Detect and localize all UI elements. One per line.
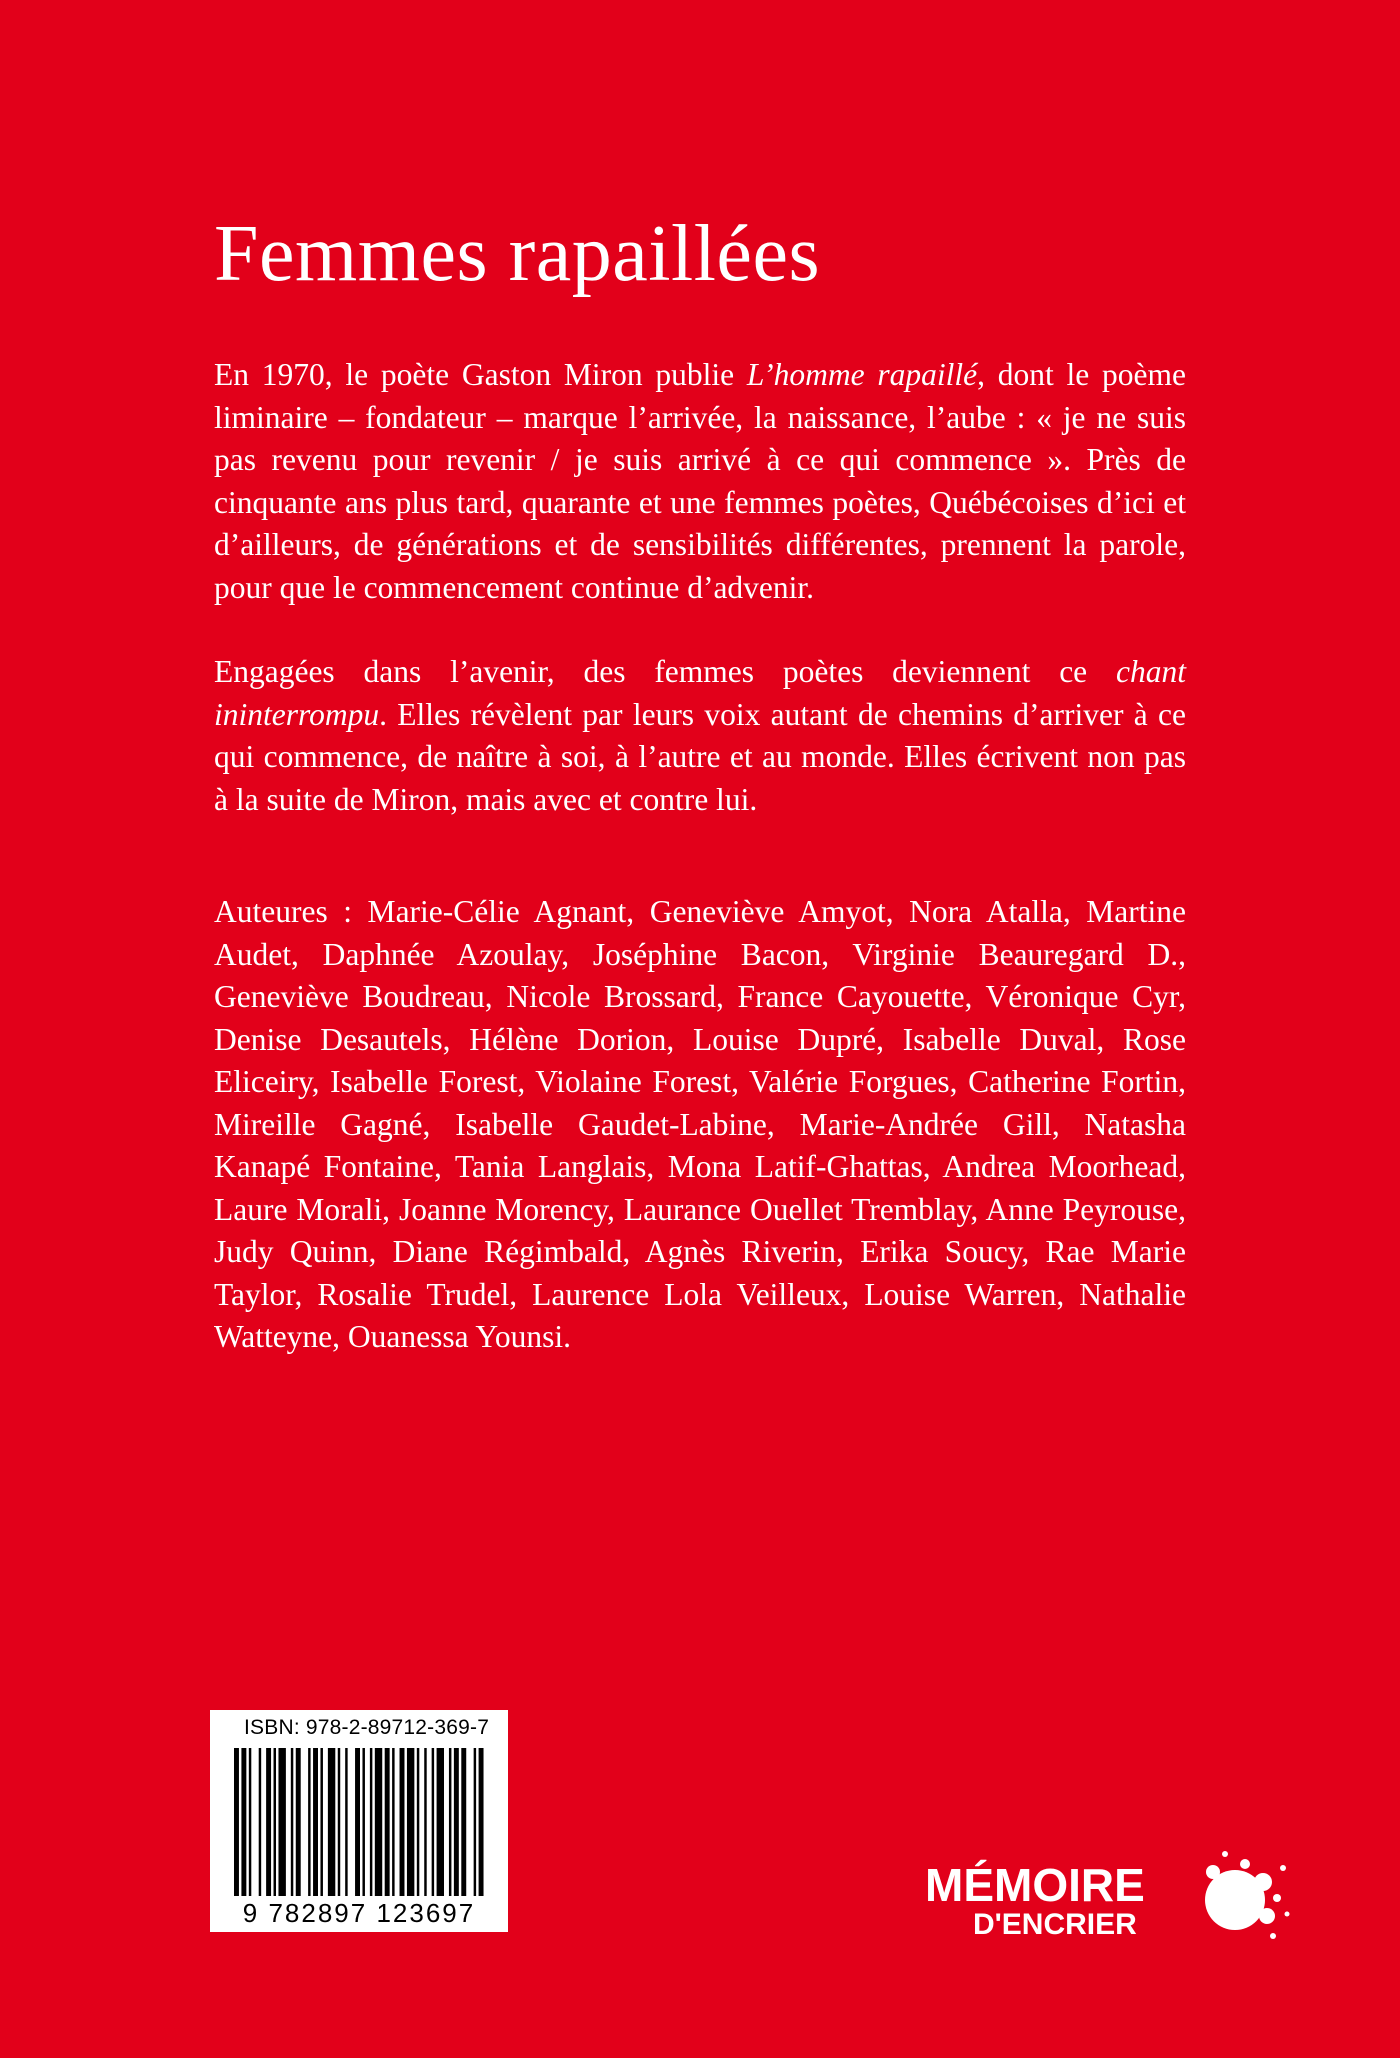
- barcode-bar: [266, 1748, 271, 1896]
- p1-italic-title: L’homme rapaillé: [746, 357, 978, 392]
- isbn-label: ISBN: 978-2-89712-369-7: [244, 1716, 490, 1739]
- book-title: Femmes rapaillées: [214, 210, 821, 298]
- barcode-bar: [234, 1748, 239, 1896]
- barcode-bar: [296, 1748, 301, 1896]
- barcode-bar: [278, 1748, 285, 1896]
- barcode-bar: [437, 1748, 444, 1896]
- barcode-bar: [328, 1748, 335, 1896]
- barcode-bar: [375, 1748, 382, 1896]
- p2-italic-phrase: chant ininterrompu: [214, 654, 1186, 732]
- p2-text-b: . Elles révèlent par leurs voix autant de chemins d’arriver à ce qui commence, de naître à soi, à l’autre et au monde. Elles écrivent non pas à la suite de Miron, mais avec et contre lui.: [214, 696, 1186, 817]
- isbn-barcode: [210, 1710, 508, 1932]
- barcode-bar: [432, 1748, 434, 1896]
- barcode-bar: [417, 1748, 419, 1896]
- barcode-bar: [424, 1748, 426, 1896]
- authors-list: Auteures : Marie-Célie Agnant, Geneviève Amyot, Nora Atalla, Martine Audet, Daphnée Azoulay, Joséphine Bacon, Virginie Beauregard D., Geneviève Boudreau, Nicole Brossard, France Cayouette, Véronique Cyr, Denise Desautels, Hélène Dorion, Louise Dupré, Isabelle Duval, Rose Eliceiry, Isabelle Forest, Violaine Forest, Valérie Forgues, Catherine Fortin, Mireille Gagné, Isabelle Gaudet-Labine, Marie-Andrée Gill, Natasha Kanapé Fontaine, Tania Langlais, Mona Latif-Ghattas, Andrea Moorhead, Laure Morali, Joanne Morency, Laurance Ouellet Tremblay, Anne Peyrouse, Judy Quinn, Diane Régimbald, Agnès Riverin, Erika Soucy, Rae Marie Taylor, Rosalie Trudel, Laurence Lola Veilleux, Louise Warren, Nathalie Watteyne, Ouanessa Younsi.: [214, 894, 1186, 1354]
- publisher-logo-line1: MÉMOIRE: [925, 1859, 1145, 1911]
- barcode-bar: [291, 1748, 293, 1896]
- barcode-bar: [385, 1748, 390, 1896]
- barcode-bar: [479, 1748, 484, 1896]
- barcode-bar: [474, 1748, 476, 1896]
- p2-text-a: Engagées dans l’avenir, des femmes poètes deviennent ce: [214, 654, 1117, 689]
- barcode-bar: [313, 1748, 318, 1896]
- barcode-bar: [345, 1748, 347, 1896]
- barcode-bar: [355, 1748, 360, 1896]
- barcode-bar: [308, 1748, 310, 1896]
- barcode-bar: [320, 1748, 322, 1896]
- barcode-bar: [241, 1748, 246, 1896]
- p1-text-a: En 1970, le poète Gaston Miron publie: [214, 357, 747, 392]
- barcode-bar: [400, 1748, 405, 1896]
- barcode-bar: [338, 1748, 340, 1896]
- barcode-bar: [407, 1748, 414, 1896]
- publisher-logo-line2: D'ENCRIER: [973, 1908, 1137, 1941]
- barcode-bar: [370, 1748, 372, 1896]
- barcode-bar: [454, 1748, 459, 1896]
- description-paragraph-1: [214, 354, 1186, 609]
- description-paragraph-2: [214, 651, 1186, 821]
- barcode-bar: [449, 1748, 451, 1896]
- barcode-bar: [274, 1748, 276, 1896]
- barcode-bar: [461, 1748, 466, 1896]
- back-cover-content: [214, 210, 1186, 1359]
- barcode-bar: [249, 1748, 251, 1896]
- publisher-logo: [925, 1859, 1305, 1982]
- barcode-bars: [234, 1748, 486, 1896]
- ink-splash-icon: [1185, 1842, 1295, 1952]
- barcode-digits: 9 782897 123697: [242, 1898, 476, 1928]
- p1-text-b: , dont le poème liminaire – fondateur – marque l’arrivée, la naissance, l’aube : « je ne suis pas revenu pour revenir / je suis arrivé à ce qui commence ». Près de cinquante ans plus tard, quarante et une femmes poètes, Québécoises d’ici et d’ailleurs, de générations et de sensibilités différentes, prennent la parole, pour que le commencement continue d’advenir.: [214, 357, 1186, 605]
- barcode-bar: [259, 1748, 261, 1896]
- barcode-bar: [362, 1748, 364, 1896]
- barcode-bar: [392, 1748, 394, 1896]
